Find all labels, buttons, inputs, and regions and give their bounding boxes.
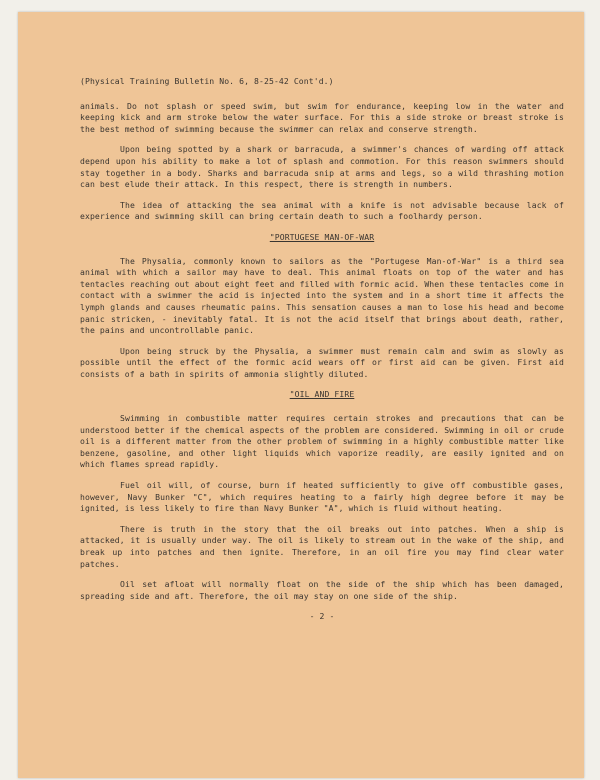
paragraph: The idea of attacking the sea animal with a knife is not advisable because lack of experience and swimming skill can bring certain death to such a foolhardy person. bbox=[80, 199, 564, 222]
paragraph: Fuel oil will, of course, burn if heated sufficiently to give off combustible gases, however, Navy Bunker "C", which requires heating to a fairly high degree before it may be ignited, is less likely to fire than Navy Bunker "A", which is fluid without heating. bbox=[80, 480, 564, 514]
paragraph: Swimming in combustible matter requires certain strokes and precautions that can be understood better if the chemical aspects of the problem are considered. Swimming in oil or crude oil is a different matter from the other problem of swimming in a highly combustible matter like benzene, gasoline, and other light liquids which vaporize readily, are easily ignited and on which flames spread rapidly. bbox=[80, 413, 564, 470]
page-number: - 2 - bbox=[309, 611, 335, 622]
paragraph: animals. Do not splash or speed swim, but swim for endurance, keeping low in the water and keeping kick and arm stroke below the water surface. For this a side stroke or breast stroke is the best method of swimming because the swimmer can relax and conserve strength. bbox=[80, 100, 564, 134]
document-page bbox=[18, 12, 584, 778]
paragraph: Upon being struck by the Physalia, a swimmer must remain calm and swim as slowly as possible until the effect of the formic acid wears off or first aid can be given. First aid consists of a bath in spirits of ammonia slightly diluted. bbox=[80, 345, 564, 379]
section-heading: "OIL AND FIRE bbox=[289, 389, 355, 400]
section-heading: "PORTUGESE MAN-OF-WAR bbox=[269, 231, 375, 242]
paragraph: The Physalia, commonly known to sailors as the "Portugese Man-of-War" is a third sea animal with which a sailor may have to deal. This animal floats on top of the water and has tentacles reaching out about eight feet and filled with formic acid. When these tentacles come in contact with a swimmer the acid is injected into the system and in a short time it affects the lymph glands and causes rheumatic pains. This sensation causes a man to lose his head and become panic stricken, - inevitably fatal. It is not the acid itself that brings about death, rather, the pains and uncontrollable panic. bbox=[80, 255, 564, 336]
paragraph: Upon being spotted by a shark or barracuda, a swimmer's chances of warding off attack depend upon his ability to make a lot of splash and commotion. For this reason swimmers should stay together in a body. Sharks and barracuda snip at arms and legs, so a wild thrashing motion can best elude their attack. In this respect, there is strength in numbers. bbox=[80, 144, 564, 190]
document-body bbox=[80, 76, 564, 632]
paragraph: Oil set afloat will normally float on the side of the ship which has been damaged, spreading side and aft. Therefore, the oil may stay on one side of the ship. bbox=[80, 579, 564, 601]
paragraph: There is truth in the story that the oil breaks out into patches. When a ship is attacked, it is usually under way. The oil is likely to stream out in the wake of the ship, and break up into patches and then ignite. Therefore, in an oil fire you may find clear water patches. bbox=[80, 523, 564, 569]
bulletin-header: (Physical Training Bulletin No. 6, 8-25-42 Cont'd.) bbox=[80, 76, 334, 86]
